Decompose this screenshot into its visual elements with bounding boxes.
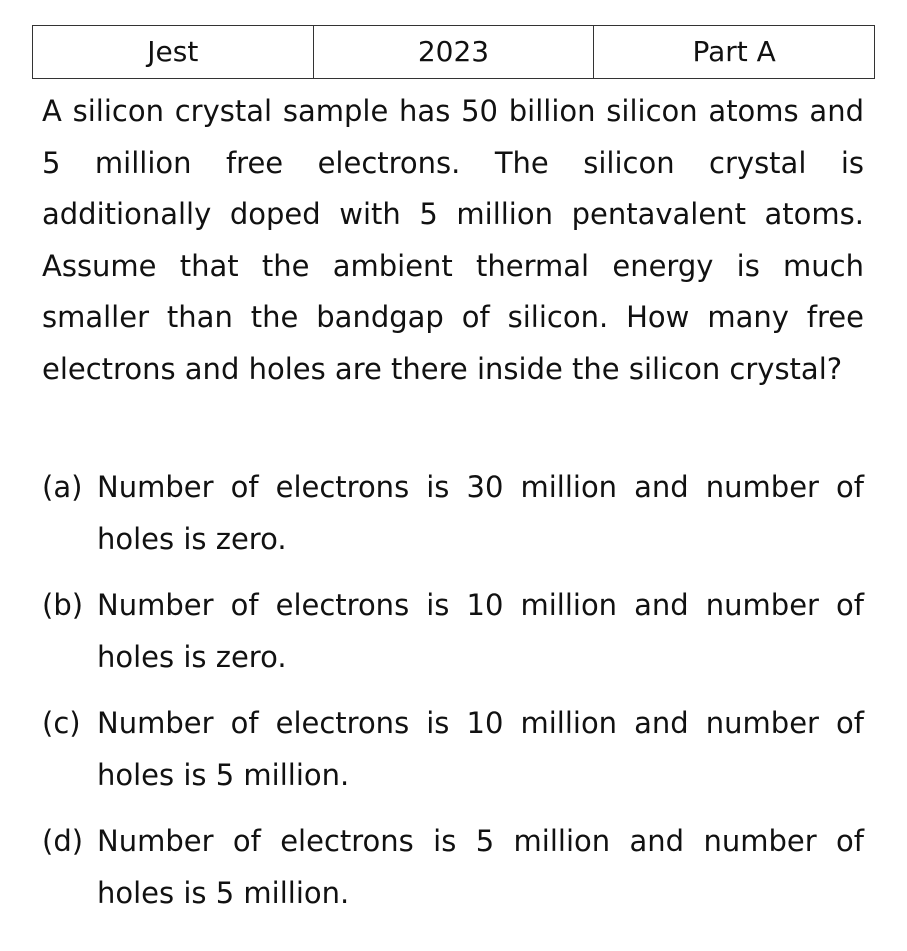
option-text: Number of electrons is 5 million and number of holes is 5 million. [97, 824, 864, 910]
option-text: Number of electrons is 10 million and number of holes is 5 million. [97, 706, 864, 792]
option-label: (d) [42, 824, 84, 858]
option-text: Number of electrons is 30 million and number of holes is zero. [97, 470, 864, 556]
option-label: (b) [42, 588, 84, 622]
header-table [32, 25, 875, 79]
option-d [42, 816, 864, 919]
option-b [42, 580, 864, 683]
option-label: (a) [42, 470, 83, 504]
header-cell-exam: Jest [33, 26, 314, 79]
question-text: A silicon crystal sample has 50 billion silicon atoms and 5 million free electrons. The silicon crystal is additionally doped with 5 million pentavalent atoms. Assume that the ambient thermal energy is much smaller than the bandgap of silicon. How many free electrons and holes are there inside the silicon crystal? [42, 94, 864, 386]
option-a [42, 462, 864, 565]
option-c [42, 698, 864, 801]
header-cell-part: Part A [594, 26, 875, 79]
answer-options [42, 462, 864, 934]
header-cell-year: 2023 [313, 26, 594, 79]
option-text: Number of electrons is 10 million and number of holes is zero. [97, 588, 864, 674]
header-row [33, 26, 875, 79]
option-label: (c) [42, 706, 81, 740]
